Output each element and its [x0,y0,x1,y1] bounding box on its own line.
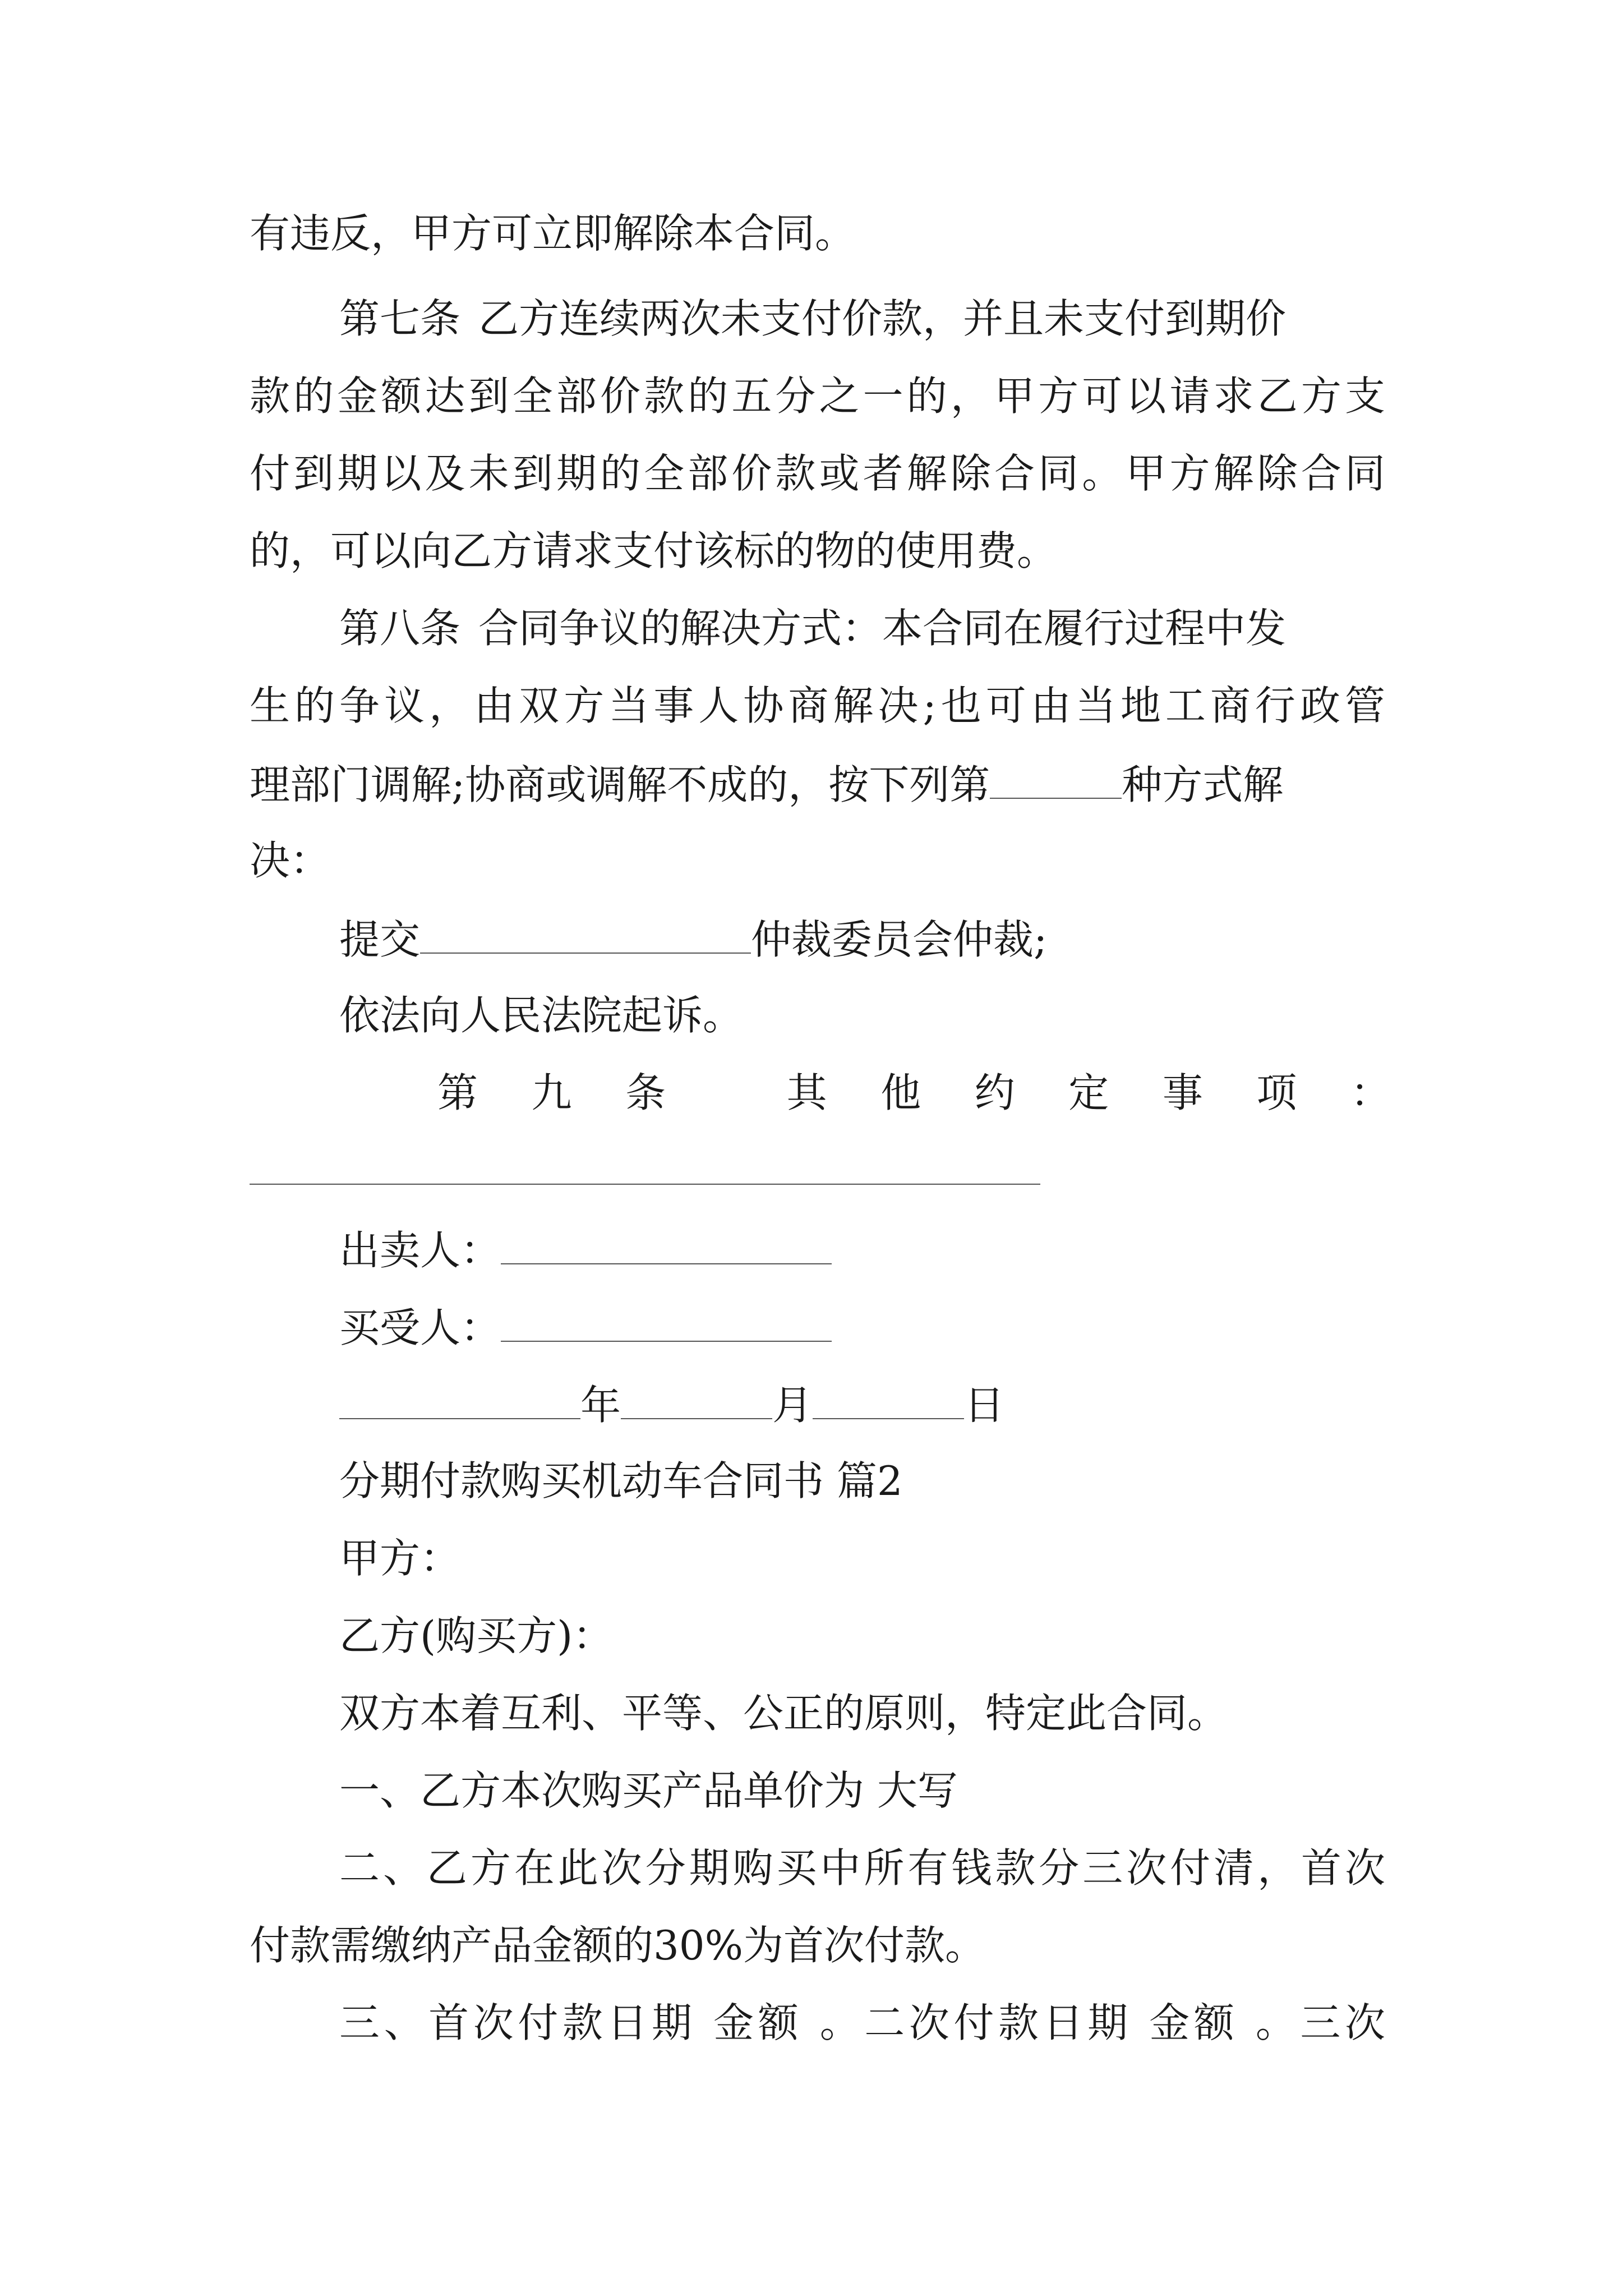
paragraph-line [250,682,1385,729]
heading-char: 约 [974,1069,1015,1116]
party-b-line [339,1612,614,1659]
year-label: 年 [580,1382,621,1429]
heading-char: 其 [786,1069,827,1116]
heading-char: 他 [880,1069,921,1116]
day-label: 日 [964,1382,1005,1429]
heading-char: 九 [531,1069,572,1116]
blank-line [621,1383,772,1419]
party-a-line [339,1535,461,1582]
article-7-heading-line [339,295,1287,342]
article-label: 第八条 [339,605,461,652]
buyer-label: 买受人： [339,1304,501,1351]
paragraph-text: 提交 [339,916,421,963]
clause-3-line [339,1999,1385,2046]
heading-char: 事 [1162,1069,1203,1116]
clause-1-line [339,1767,958,1814]
paragraph-text: 理部门调解;协商或调解不成的，按下列第 [250,761,990,808]
buyer-line [339,1304,832,1351]
date-line [339,1382,1005,1429]
heading-char: 第 [437,1069,478,1116]
paragraph-line [250,372,1385,420]
paragraph-line [250,450,1385,497]
paragraph-text: 二、乙方在此次分期购买中所有钱款分三次付清，首次 [339,1844,1385,1892]
paragraph-line [250,1922,986,1969]
seller-line [339,1227,832,1274]
article-label: 第七条 [339,295,461,342]
article-9-heading-line [437,1069,1391,1116]
section-title: 分期付款购买机动车合同书 篇2 [339,1457,903,1504]
heading-char: 定 [1068,1069,1109,1116]
paragraph-text: 付款需缴纳产品金额的30%为首次付款。 [250,1922,986,1969]
blank-line [420,918,751,954]
blank-rule-line [250,1184,1040,1185]
clause-2-line [339,1844,1385,1892]
paragraph-text: 乙方连续两次未支付价款，并且未支付到期价 [478,295,1287,342]
party-a-label: 甲方： [339,1535,461,1582]
blank-line [813,1383,964,1419]
lawsuit-option-line [339,992,744,1039]
heading-char: ： [1350,1069,1391,1116]
paragraph-line [250,837,331,884]
month-label: 月 [772,1382,813,1429]
paragraph-text: 生的争议，由双方当事人协商解决;也可由当地工商行政管 [250,682,1385,729]
paragraph-text: 决： [250,837,331,884]
arbitration-option-line [339,916,1048,963]
blank-line [990,763,1122,799]
heading-char: 项 [1256,1069,1297,1116]
paragraph-line [250,210,856,257]
blank-line [339,1383,580,1419]
paragraph-line [250,761,1284,808]
section-title-line [339,1457,903,1504]
heading-char: 条 [625,1069,666,1116]
paragraph-text: 仲裁委员会仲裁; [751,916,1048,963]
article-8-heading-line [339,605,1287,652]
paragraph-text: 付到期以及未到期的全部价款或者解除合同。甲方解除合同 [250,450,1385,497]
paragraph-text: 款的金额达到全部价款的五分之一的，甲方可以请求乙方支 [250,372,1385,420]
paragraph-text: 合同争议的解决方式：本合同在履行过程中发 [478,605,1287,652]
seller-label: 出卖人： [339,1227,501,1274]
paragraph-line [250,527,1058,574]
paragraph-text: 有违反，甲方可立即解除本合同。 [250,210,856,257]
party-b-label: 乙方(购买方)： [339,1612,614,1659]
paragraph-text: 双方本着互利、平等、公正的原则，特定此合同。 [339,1690,1228,1737]
paragraph-text: 依法向人民法院起诉。 [339,992,744,1039]
blank-line [501,1306,832,1342]
blank-line [501,1228,832,1264]
paragraph-text: 的，可以向乙方请求支付该标的物的使用费。 [250,527,1058,574]
paragraph-text: 一、乙方本次购买产品单价为 大写 [339,1767,958,1814]
paragraph-line [339,1690,1228,1737]
paragraph-text: 三、首次付款日期 金额 。二次付款日期 金额 。三次 [339,1999,1385,2046]
paragraph-text: 种方式解 [1122,761,1284,808]
